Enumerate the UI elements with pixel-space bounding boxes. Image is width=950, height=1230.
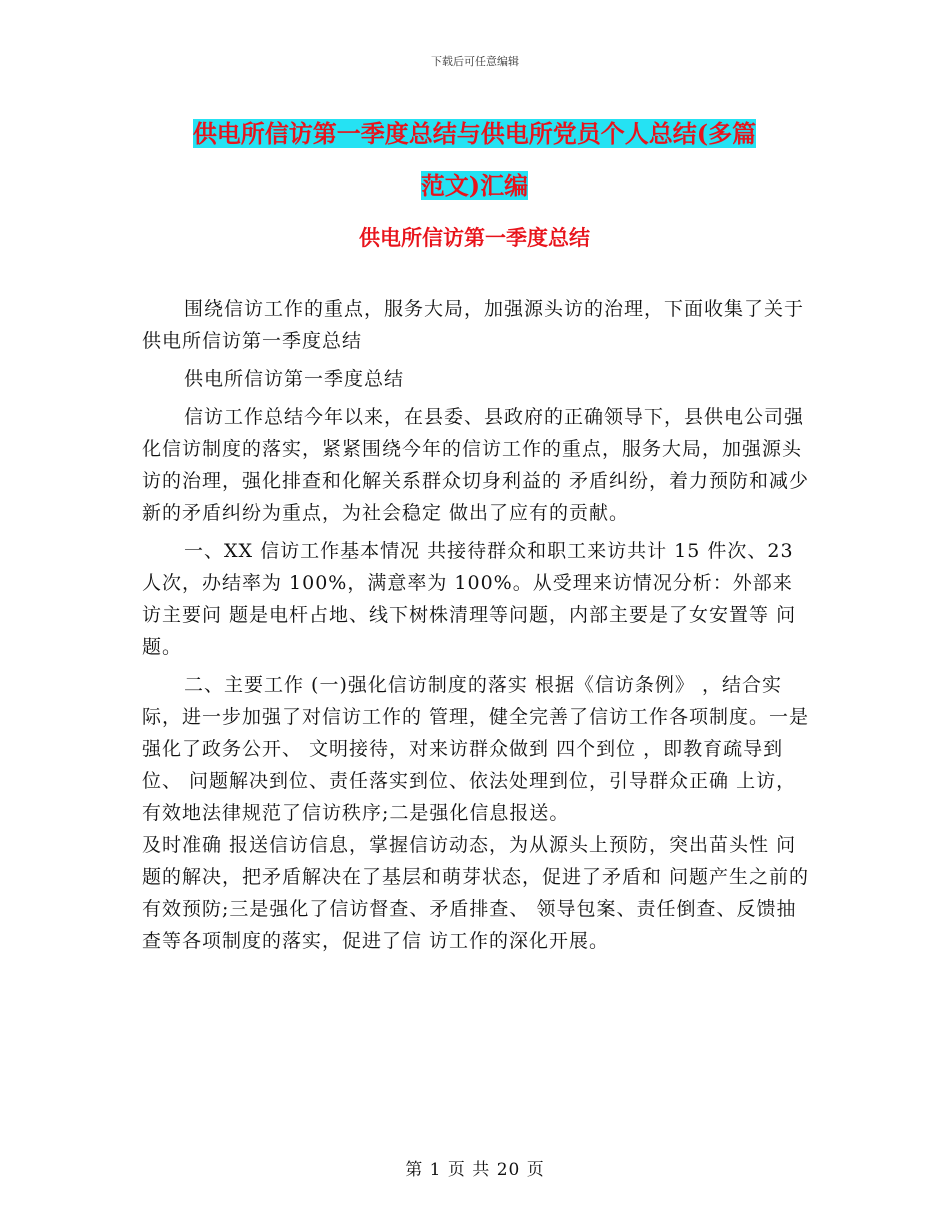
document-title: [142, 108, 807, 212]
paragraph: 供电所信访第一季度总结: [184, 368, 405, 390]
paragraph: 二、主要工作 (一)强化信访制度的落实 根据《信访条例》 ，结合实际，进一步加强了对信访工作的 管理，健全完善了信访工作各项制度。一是强化了政务公开、 文明接待，对来访群众做到 四个到位 ，即教育疏导到位、 问题解决到位、责任落实到位、依法处理到位，引导群众正确 上访，有效地法律规范了信访秩序;二是强化信息报送。: [142, 674, 810, 824]
section-title: 供电所信访第一季度总结: [359, 225, 590, 250]
paragraph: 信访工作总结今年以来，在县委、县政府的正确领导下，县供电公司强 化信访制度的落实，紧紧围绕今年的信访工作的重点，服务大局，加强源头访的治理，强化排查和化解关系群众切身利益的 矛盾纠纷，着力预防和减少新的矛盾纠纷为重点，为社会稳定 做出了应有的贡献。: [142, 406, 810, 524]
title-line-2: 范文)汇编: [420, 171, 529, 200]
paragraph: 及时准确 报送信访信息，掌握信访动态，为从源头上预防，突出苗头性 问题的解决，把矛盾解决在了基层和萌芽状态，促进了矛盾和 问题产生之前的有效预防;三是强化了信访督查、矛盾排查、 领导包案、责任倒查、反馈抽查等各项制度的落实，促进了信 访工作的深化开展。: [142, 834, 810, 952]
title-line-1: 供电所信访第一季度总结与供电所党员个人总结(多篇: [192, 119, 757, 148]
paragraph: 围绕信访工作的重点，服务大局，加强源头访的治理，下面收集了关于供电所信访第一季度总结: [142, 298, 805, 352]
header-note: 下载后可任意编辑: [431, 55, 519, 68]
paragraph: 一、XX 信访工作基本情况 共接待群众和职工来访共计 15 件次、23 人次，办结率为 100%，满意率为 100%。从受理来访情况分析：外部来访主要问 题是电杆占地、线下树株清理等问题，内部主要是了女安置等 问题。: [142, 540, 797, 658]
body-text: [142, 293, 812, 957]
page-footer: 第 1 页 共 20 页: [405, 1160, 545, 1180]
